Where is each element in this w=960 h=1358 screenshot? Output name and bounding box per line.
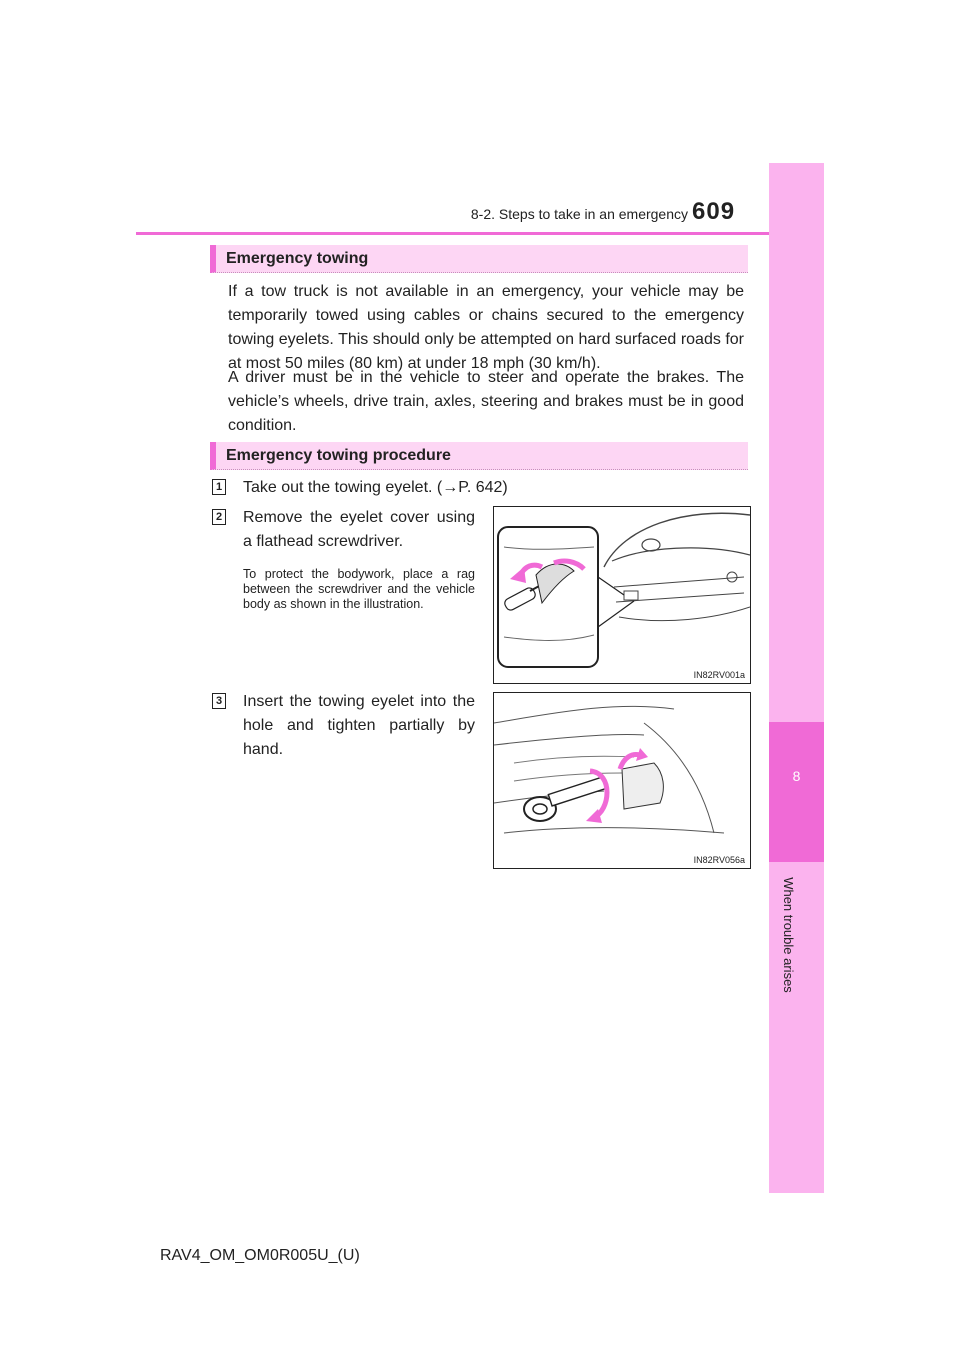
step-text: Remove the eyelet cover using a flathead screwdriver. [243, 509, 475, 550]
figure-code: IN82RV001a [693, 670, 745, 680]
chapter-tab-active-marker [769, 722, 824, 862]
step-number-badge: 2 [212, 509, 226, 525]
step-number-badge: 1 [212, 479, 226, 495]
car-bumper-cover-illustration [494, 507, 750, 683]
towing-eyelet-illustration [494, 693, 750, 868]
figure-code: IN82RV056a [693, 855, 745, 865]
document-code: RAV4_OM_OM0R005U_(U) [160, 1247, 360, 1264]
section-heading-emergency-towing: Emergency towing [210, 245, 748, 273]
body-paragraph: A driver must be in the vehicle to steer and operate the brakes. The vehicle’s wheels, drive train, axles, steering and brakes must be in good condition. [228, 369, 744, 434]
chapter-side-tab [769, 163, 824, 1193]
section-heading-towing-procedure: Emergency towing procedure [210, 442, 748, 470]
step-note: To protect the bodywork, place a rag between the screwdriver and the vehicle body as shown in the illustration. [243, 567, 475, 611]
step-number-badge: 3 [212, 693, 226, 709]
chapter-title: When trouble arises [781, 877, 796, 993]
step-text: Take out the towing eyelet. (→P. 642) [243, 479, 508, 496]
header-section-title: 8-2. Steps to take in an emergency [470, 206, 688, 222]
page-number: 609 [692, 198, 736, 225]
body-paragraph: If a tow truck is not available in an emergency, your vehicle may be temporarily towed using cables or chains secured to the emergency towing eyelets. This should only be attempted on hard surfaced roads for at most 50 miles (80 km) at under 18 mph (30 km/h). [228, 283, 744, 372]
chapter-number: 8 [792, 768, 801, 784]
illustration-remove-eyelet-cover [493, 506, 751, 684]
header-divider [136, 232, 824, 235]
illustration-insert-towing-eyelet [493, 692, 751, 869]
step-text: Insert the towing eyelet into the hole and tighten partially by hand. [243, 693, 475, 758]
